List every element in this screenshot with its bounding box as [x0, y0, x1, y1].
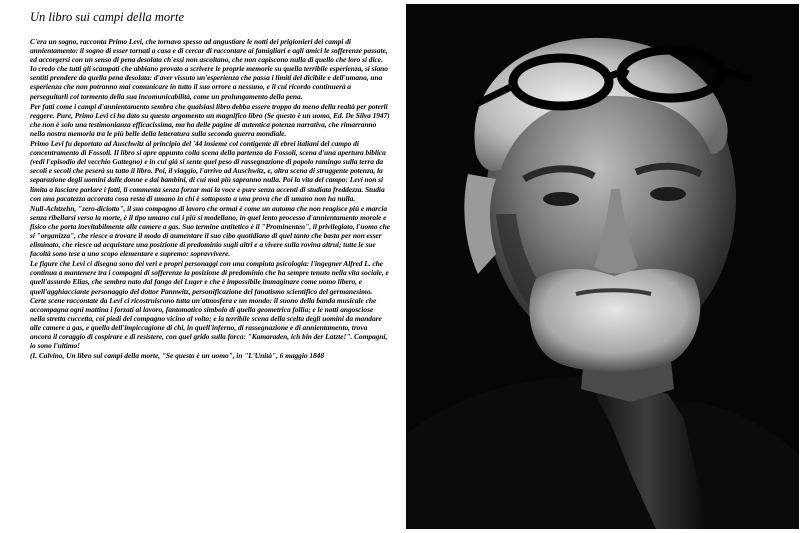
article-citation: (I. Calvino, Un libro sui campi della morte, "Se questo è un uomo", in "L'Unità", 6 maggio 1848 — [30, 351, 325, 361]
article-paragraph: Null-Achtzehn, "zero-diciotto", il suo compagno di lavoro che ormai è come un automa che non reagisce più e marcia senza ribellarsi verso la morte, è il tipo umano cui i più si modellano, in quel lento processo d'annientamento morale e fisico che porta inevitabilmente alle camere a gas. Suo termine antitetico è il "Prominenten", il privilegiato, l'uomo che si "organizza", che riesce a trovare il modo di aumentare il suo cibo quotidiano di quel tanto che basta per non esser eliminato, che riesce ad acquistare una posizione di predominio sugli altri e a vivere sulla rovina altrui; tutte le sue facoltà sono tese a uno scopo elementare e supremo: sopravvivere. — [30, 203, 390, 259]
article-title: Un libro sui campi della morte — [30, 10, 185, 24]
article-paragraph: Le figure che Levi ci disegna sono dei veri e propri personaggi con una compiuta psicologia: l'ingegner Alfred L. che continua a mantenere tra i compagni di sofferenze la posizione di predominio che ha sempre tenuto nella vita sociale, e quell'assurdo Elias, che sembra nato dal fango del Luger e che è impossibile immaginare come uomo libero, e quell'agghiacciante personaggio del dottor Pannwitz, personificazione del fanatismo scientifico del germanesimo. Certe scene raccontate da Levi ci ricostruiscono tutta un'atmosfera e un mondo: il suono della banda musicale che accompagna ogni mattina i forzati al lavoro, fantomatico simbolo di quella geometrica follia; e le notti angosciose nella stretta cuccetta, coi piedi del compagno vicino al volto; e la terribile scena della scelta degli uomini da mandare alle camere a gas, e quella dell'impiccagione di chi, in quell'inferno, di rassegnazione e di annientamento, trova ancora il coraggio di cospirare e di resistere, con quel grido sulla forca: "Kamaraden, ich bin der Latzte!". Compagni, io sono l'ultimo! — [30, 259, 389, 351]
article-paragraph: C'era un sogno, racconta Primo Levi, che tornava spesso ad angustiare le notti dei prigionieri dei campi di annientamento: il sogno di esser tornati a casa e di cercar di raccontare ai famigliari e agli amici le sofferenze passate, ed accorgersi con un senso di pena desolata ch'essi non ascoltano, che non capiscono nulla di quello che loro si dice. Io credo che tutti gli scampati che abbiano provato a scrivere le proprie memorie su quella terribile esperienza, si siano sentiti prendere da quella pena desolata: d'aver vissuto un'esperienza che passa i limiti del dicibile e dell'umano, una esperienza che non potranno mai comunicare in tutto il suo orrore a nessuno, e il cui ricordo continuerà a perseguitarli col tormento della sua incomunicabilità, come un prolungamento della pena. — [30, 37, 388, 101]
portrait-photo — [406, 4, 799, 529]
article-paragraph: Per fatti come i campi d'annientamento sembra che qualsiasi libro debba essere troppo da meno della realtà per poterli reggere. Pure, Primo Levi ci ha dato su questo argomento un magnifico libro (Se questo è un uomo, Ed. De Silva 1947) che non è solo una testimonianza efficacissima, ma ha delle pagine di autentica potenza narrativa, che rimarranno nella nostra memoria tra le più belle della letteratura sulla seconda guerra mondiale. — [30, 101, 390, 138]
article-paragraph: Primo Levi fu deportato ad Auschwitz al principio del '44 insieme col contigente di ebrei italiani del campo di concentramento di Fossoli. Il libro si apre appunto colla scena della partenza da Fossoli, scena d'una apertura biblica (vedi l'episodio del vecchio Gattegno) e in cui già si sente quel peso di rassegnazione di popolo ramingo sulla terra da secoli e secoli che peserà su tutto il libro. Poi, il viaggio, l'arrivo ad Auschwitz, e, altra scena di struggente potenza, la separazione degli uomini dalle donne e dai bambini, di cui mai più sapranno nulla. Poi la vita del campo: Levi non si limita a lasciare parlare i fatti, li commenta senza forzar mai la voce e pure senza accenti di studiata freddezza. Studia con una pacatezza accorata cosa resta di umano in chi è sottoposto a una prova che di umano non ha nulla. — [30, 139, 386, 203]
article-column — [30, 10, 390, 525]
portrait-illustration — [406, 4, 799, 529]
